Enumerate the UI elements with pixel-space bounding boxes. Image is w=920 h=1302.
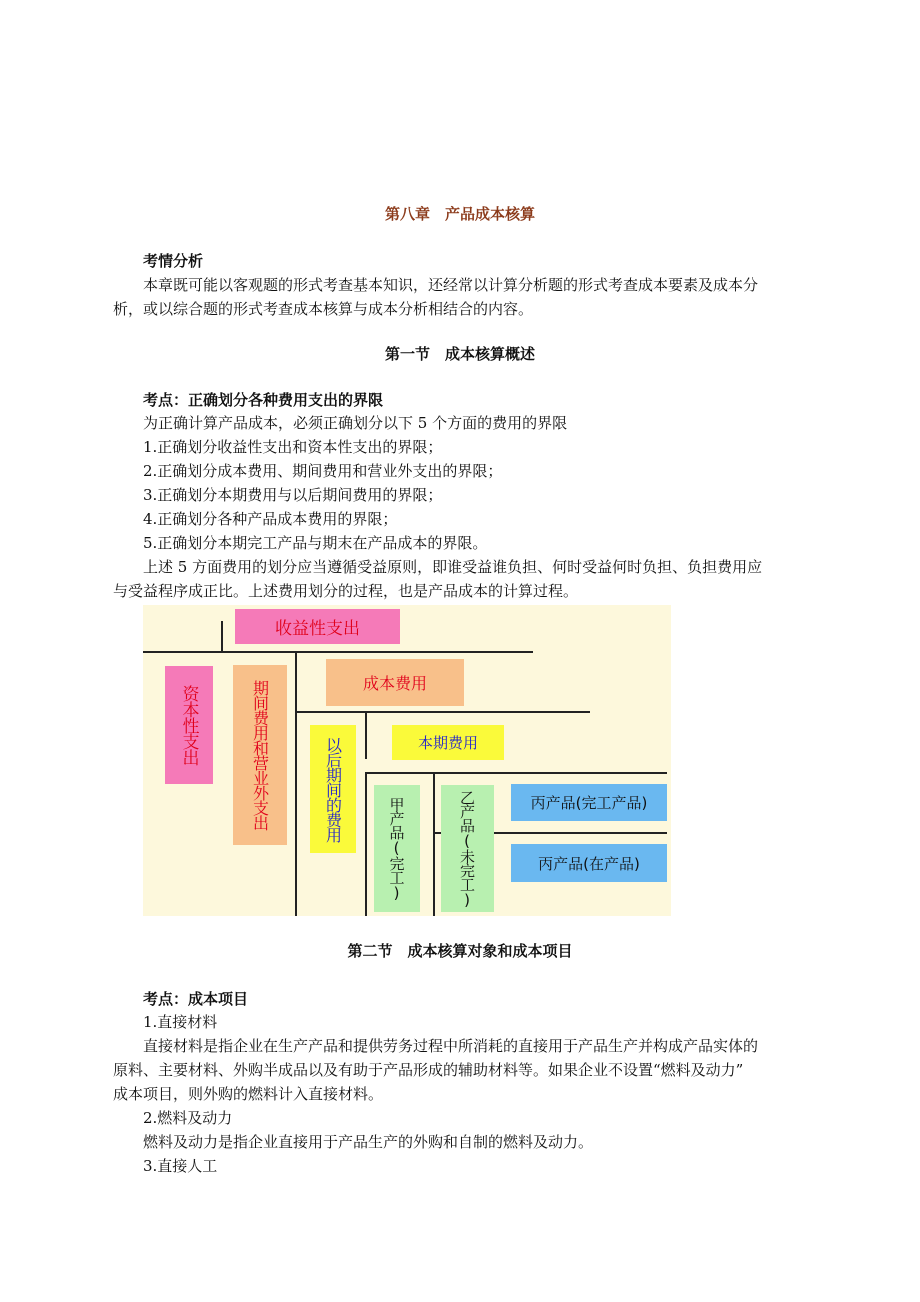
item-1-line-3: 成本项目，则外购的燃料计入直接材料。: [113, 1085, 384, 1103]
analysis-line-1: 本章既可能以客观题的形式考查基本知识，还经常以计算分析题的形式考查成本要素及成本分: [143, 276, 759, 294]
item-2-title: 2.燃料及动力: [143, 1109, 233, 1127]
product-a-label: 甲产品(完工): [387, 796, 406, 901]
current-period-box: 本期费用: [392, 725, 504, 760]
product-c-done-box: 丙产品(完工产品): [511, 784, 667, 821]
item-1-line-1: 直接材料是指企业在生产产品和提供劳务过程中所消耗的直接用于产品生产并构成产品实体的: [143, 1037, 759, 1055]
product-b-box: [441, 785, 494, 912]
later-period-label: 以后期间的费用: [323, 736, 343, 842]
analysis-heading: 考情分析: [143, 252, 204, 270]
section-1-title: 第一节 成本核算概述: [384, 345, 535, 363]
later-period-box: [310, 725, 356, 853]
divider-line: [365, 772, 667, 774]
item-3-title: 3.直接人工: [143, 1157, 218, 1175]
divider-line: [365, 711, 367, 759]
summary-line-2: 与受益程序成正比。上述费用划分的过程，也是产品成本的计算过程。: [113, 582, 579, 600]
divider-line: [365, 772, 367, 916]
list-item: 2.正确划分成本费用、期间费用和营业外支出的界限；: [143, 462, 503, 480]
chapter-title: 第八章 产品成本核算: [384, 205, 535, 223]
capital-expense-label: 资本性支出: [178, 685, 199, 765]
divider-line: [295, 711, 590, 713]
summary-line-1: 上述 5 方面费用的划分应当遵循受益原则，即谁受益谁负担、何时受益何时负担、负担费用应: [143, 558, 763, 576]
section-1-point-heading: 考点：正确划分各种费用支出的界限: [143, 391, 384, 409]
list-item: 1.正确划分收益性支出和资本性支出的界限；: [143, 438, 443, 456]
list-item: 3.正确划分本期费用与以后期间费用的界限；: [143, 486, 443, 504]
expense-classification-diagram: [143, 605, 671, 916]
item-2-text: 燃料及动力是指企业直接用于产品生产的外购和自制的燃料及动力。: [143, 1133, 594, 1151]
section-2-title: 第二节 成本核算对象和成本项目: [347, 942, 573, 960]
capital-expense-box: [165, 666, 213, 784]
list-item: 4.正确划分各种产品成本费用的界限；: [143, 510, 398, 528]
product-a-box: [374, 785, 420, 912]
period-nonop-label: 期间费用和营业外支出: [250, 680, 270, 830]
section-2-point-heading: 考点：成本项目: [143, 990, 249, 1008]
divider-line: [433, 772, 435, 916]
section-1-intro: 为正确计算产品成本，必须正确划分以下 5 个方面的费用的界限: [143, 414, 568, 432]
analysis-line-2: 析，或以综合题的形式考查成本核算与成本分析相结合的内容。: [113, 300, 534, 318]
item-1-title: 1.直接材料: [143, 1013, 218, 1031]
product-c-wip-box: 丙产品(在产品): [511, 844, 667, 882]
divider-line: [295, 651, 297, 916]
period-nonop-box: [233, 665, 287, 845]
product-b-label: 乙产品(未完工): [458, 789, 476, 908]
divider-line: [143, 651, 533, 653]
revenue-expense-box: 收益性支出: [235, 609, 400, 644]
divider-line: [221, 621, 223, 653]
list-item: 5.正确划分本期完工产品与期末在产品成本的界限。: [143, 534, 488, 552]
item-1-line-2: 原料、主要材料、外购半成品以及有助于产品形成的辅助材料等。如果企业不设置“燃料及动力”: [113, 1061, 744, 1079]
cost-expense-box: 成本费用: [326, 659, 464, 706]
